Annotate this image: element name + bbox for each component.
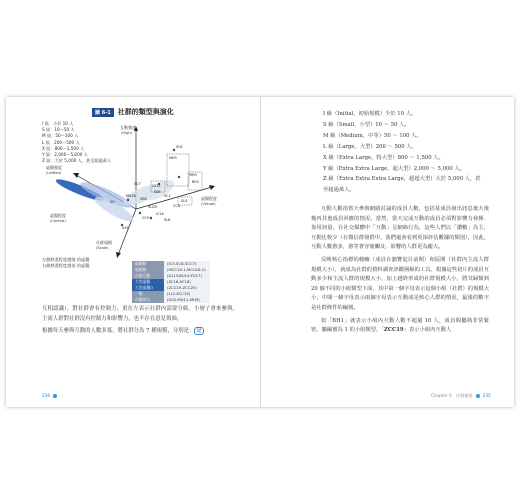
z-axis-arrow xyxy=(73,173,79,178)
low-axis-arrow xyxy=(116,252,121,258)
paragraph-text: 根據每天參與互動的人數多寡，將社群分為 7 種規模，分別是： xyxy=(42,328,195,335)
right-footer xyxy=(431,393,491,399)
community-diagram xyxy=(36,117,236,271)
cluster-table xyxy=(132,261,210,303)
table-value: (LL2-XCC15) xyxy=(164,291,210,297)
table-key: 一般 xyxy=(132,291,164,297)
size-legend-item: S 級：10～50 人 xyxy=(42,127,75,133)
node-point xyxy=(178,176,180,178)
table-value: (SU5-MU11-MH9) xyxy=(164,297,210,303)
paragraph-text: 如「BH1」就表示小組內互動人數不超過 10 人，成員間屬熟非常緊密，屬編號為 1 的小組類型，「 xyxy=(311,317,489,334)
node-point xyxy=(127,199,129,201)
paragraph: 互相認識），對社群會有控制力；重在左表示社群內部要分級，小層子會來參與，主流人群對社群沒有控制力和影響力，也不存在意見領袖。 xyxy=(42,306,238,322)
node-label: XX1 xyxy=(122,226,129,230)
figure-badge: 圖 6-1 xyxy=(92,108,114,117)
size-legend-item: Z 級：大於 5,000 人，甚至超過萬人 xyxy=(42,158,112,164)
size-legend-item: L 級：200～500 人 xyxy=(42,139,80,145)
paragraph: 反映核心指標的範疇（成員在瀏覽起目前期）和區間（社群內主流人群規模大小），就成為社群的資料調查評鑑層級的工具。根據這些切片的成員互動多少和主流人群的規模大小，加上越終形成的社群規模大小，將其歸類到 20 個不同的小組類型下面，其中第一個字母表示這個小組（社群）的規模大小，中間一個字母表示兩個字母表示互動成是核心人群的情況，最後的數字是社群條件的編號。 xyxy=(311,256,489,311)
table-key: 大型虛擬 xyxy=(132,279,164,285)
paragraph xyxy=(42,327,238,337)
node-label: BH1 xyxy=(192,180,200,184)
node-label: XB5 xyxy=(140,197,147,201)
node-point xyxy=(139,212,141,214)
axis-low-label: 虛擬強度 xyxy=(46,165,62,170)
table-key: 社區互動 xyxy=(132,273,164,279)
size-list-item: Y 級（Extra Extra Large，超大型）2,000 ～ 5,000 人。 xyxy=(323,165,465,172)
bottom-left-sub: (Control) xyxy=(50,219,66,223)
size-legend-item: M 級：50～100 人 xyxy=(42,133,79,139)
node-label: IC16 xyxy=(156,212,164,216)
size-legend-item: X 級：800～1,500 人 xyxy=(42,145,85,151)
left-low-sub: (Scale) xyxy=(96,246,109,250)
node-label: MU26 xyxy=(126,194,136,198)
size-list-item: X 級（Extra Large，特大型）800 ～ 1,500 人。 xyxy=(323,154,444,161)
size-legend-item: Y 級：2,000～5,000 人 xyxy=(42,152,88,158)
table-row xyxy=(132,297,210,303)
size-list xyxy=(323,109,483,196)
bottom-left-label: 虛擬程度 xyxy=(50,213,66,218)
annotation: 左側熟悉程度越強 的虛擬 xyxy=(42,257,90,262)
node-label: SU1 xyxy=(181,199,188,203)
axis-y-sub: (High) xyxy=(121,131,133,135)
page-dot-icon xyxy=(476,394,480,398)
node-label: XU25 xyxy=(148,205,158,209)
table-value: (ZCC19-ZCC20) xyxy=(164,285,210,291)
axis-x-label: 虛擬程度 xyxy=(201,196,217,201)
right-page xyxy=(261,97,514,407)
book-spread xyxy=(6,97,514,407)
bold-code: ZCC19 xyxy=(383,327,404,334)
size-list-item: I 級（Initial，初始規模）少於 10 人。 xyxy=(323,111,417,117)
paragraph-text: 」表示小組內互動人 xyxy=(403,327,452,334)
paragraph: 互動人數指當天參與網路討論的成員人數，包括某成員發出訊息後大後幾再其他成員回應的情況。當然，當天完成互動的成員必須對影響力發揮、靠用詞量、在社交媒體中「互動」呈網絡行為，這些人們以「讚數」為主，互動比較少（在微信群發群中，我們還會看到更深評估數據的類別），因此，互動人數愈多，愈等著容後觸及、影響的人群更為龐大。 xyxy=(311,206,489,251)
table-key: 社團部分 xyxy=(132,297,164,303)
table-value: (XC16-XC18) xyxy=(164,279,210,285)
size-list-item: Z 級（Extra Extra Extra Large，超超大型）大於 5,000 人，甚至超過萬人。 xyxy=(323,176,481,194)
annotation: 右側熟悉程度越低 的虛擬 xyxy=(42,263,90,268)
node-label: SH xyxy=(110,200,115,204)
table-key: 低網絡 xyxy=(132,267,164,273)
axis-x-sub: (Virtual) xyxy=(201,202,216,206)
circled-mark: 是 xyxy=(196,328,202,335)
table-value: (MCC19-1-MCU18.2) xyxy=(164,267,210,273)
table-value: (LU13-BU14-YU17) xyxy=(164,273,210,279)
diagram-svg xyxy=(36,117,236,267)
left-low-label: 社群規模 xyxy=(96,240,112,245)
figure-title xyxy=(92,107,174,117)
node-label: CC9 xyxy=(142,216,149,220)
left-page xyxy=(6,97,260,407)
axis-low-sub: (unified) xyxy=(46,171,62,175)
chapter-label: Chapter 6 社群運營 xyxy=(431,393,473,398)
node-label: SH1 xyxy=(176,145,183,149)
figure-title-text: 社群的類型與演化 xyxy=(117,108,174,116)
page-number: 236 xyxy=(42,393,50,398)
node-point xyxy=(173,149,175,151)
paragraph xyxy=(311,317,489,336)
node-label: SS9 xyxy=(154,190,161,194)
node-label: SC1 xyxy=(164,194,171,198)
left-footer xyxy=(42,393,60,398)
page-number: 235 xyxy=(482,393,491,398)
right-body-text xyxy=(311,205,489,339)
node-label: CC8 xyxy=(173,204,180,208)
table-key: 低網絡 xyxy=(132,261,164,267)
table-key: 大型虛擬O xyxy=(132,285,164,291)
node-point xyxy=(150,217,152,219)
size-list-item: M 級（Medium，中等）50 ～ 100 人。 xyxy=(323,132,422,139)
axis-y-label: 互動強度 xyxy=(120,125,136,130)
node-label: SL8 xyxy=(164,218,171,222)
page-dot-icon xyxy=(53,394,57,398)
node-label: MH9 xyxy=(169,156,177,160)
node-label: MH9 xyxy=(189,173,197,177)
left-body-text xyxy=(42,305,238,340)
node-label: LU13 xyxy=(152,184,161,188)
size-list-item: L 級（Large，大型）200 ～ 500 人。 xyxy=(323,143,417,150)
size-list-item: S 級（Small，小型）10 ～ 50 人。 xyxy=(323,121,410,128)
table-value: (IC3-SC6-SCC7) xyxy=(164,261,210,267)
size-legend-item: I 級：小於 10 人 xyxy=(42,121,74,126)
node-label: SC7 xyxy=(134,182,141,186)
